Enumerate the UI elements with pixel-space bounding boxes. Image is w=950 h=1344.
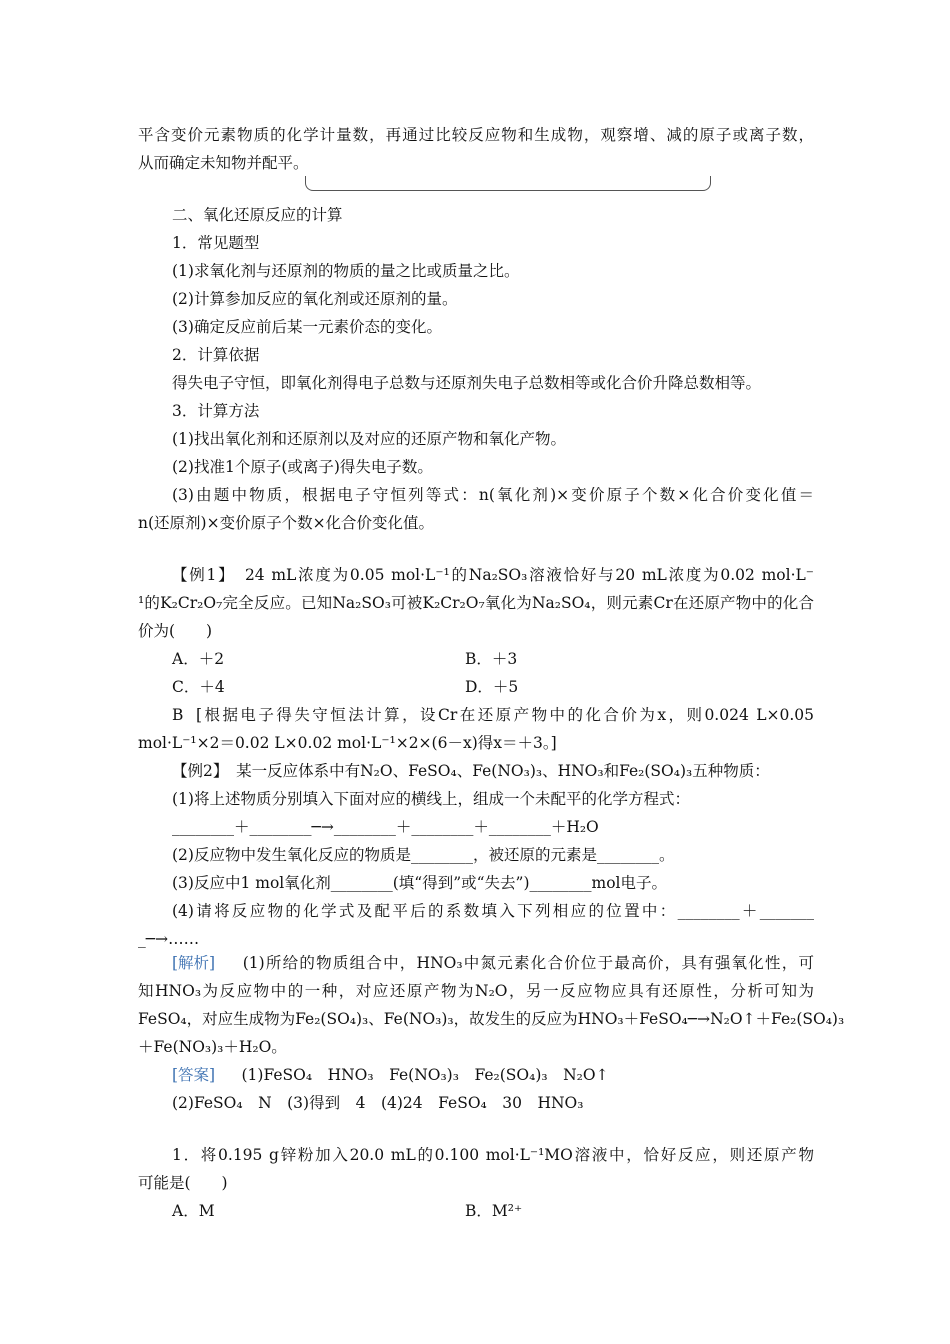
question-1-option-b: B．M²⁺ [465,1202,523,1220]
example-1-option-d: D．＋5 [465,678,519,696]
section-title: 二、氧化还原反应的计算 [172,206,343,224]
section-divider-bracket [305,176,711,191]
example-2-question-4: (4)请将反应物的化学式及配平后的系数填入下列相应的位置中：________＋_______ [172,902,814,920]
example-1-option-a: A．＋2 [172,650,225,668]
heading-method: 3．计算方法 [172,402,260,420]
heading-basis: 2．计算依据 [172,346,260,364]
example-1-line-2: ¹的K₂Cr₂O₇完全反应。已知Na₂SO₃可被K₂Cr₂O₇氧化为Na₂SO₄，则元素Cr在还原产物中的化合 [138,594,814,612]
method-item-3: (3)由题中物质，根据电子守恒列等式：n(氧化剂)×变价原子个数×化合价变化值＝ [172,486,814,504]
example-1-option-b: B．＋3 [465,650,518,668]
type-item-2: (2)计算参加反应的氧化剂或还原剂的量。 [172,290,458,308]
type-item-3: (3)确定反应前后某一元素价态的变化。 [172,318,442,336]
intro-line-1: 平含变价元素物质的化学计量数，再通过比较反应物和生成物，观察增、减的原子或离子数， [138,126,814,144]
analysis-line-1: (1)所给的物质组合中，HNO₃中氮元素化合价位于最高价，具有强氧化性，可 [226,954,814,972]
method-item-1: (1)找出氧化剂和还原剂以及对应的还原产物和氧化产物。 [172,430,566,448]
example-2-question-3: (3)反应中1 mol氧化剂________(填“得到”或“失去”)________mol电子。 [172,874,668,892]
example-1-solution-line-1: [根据电子得失守恒法计算，设Cr在还原产物中的化合价为x，则0.024 L×0.05 [196,706,814,724]
intro-line-2: 从而确定未知物并配平。 [138,154,309,172]
example-2-equation-blanks: ________＋________─→________＋________＋________＋H₂O [172,818,599,836]
example-1-solution-line-2: mol·L⁻¹×2＝0.02 L×0.02 mol·L⁻¹×2×(6－x)得x＝＋3。] [138,734,557,752]
basis-text: 得失电子守恒，即氧化剂得电子总数与还原剂失电子总数相等或化合价升降总数相等。 [172,374,762,392]
example-1-line-3: 价为( ) [138,622,213,640]
type-item-1: (1)求氧化剂与还原剂的物质的量之比或质量之比。 [172,262,520,280]
question-1-line-2: 可能是( ) [138,1174,228,1192]
method-item-2: (2)找准1个原子(或离子)得失电子数。 [172,458,433,476]
example-1-line-1: 【例1】 24 mL浓度为0.05 mol·L⁻¹的Na₂SO₃溶液恰好与20 mL浓度为0.02 mol·L⁻ [172,566,814,584]
analysis-line-4: ＋Fe(NO₃)₃＋H₂O。 [138,1038,287,1056]
question-1-line-1: 1．将0.195 g锌粉加入20.0 mL的0.100 mol·L⁻¹MO溶液中，恰好反应，则还原产物 [172,1146,814,1164]
example-1-answer-letter: B [172,706,184,724]
method-item-3-cont: n(还原剂)×变价原子个数×化合价变化值。 [138,514,435,532]
analysis-line-3: FeSO₄，对应生成物为Fe₂(SO₄)₃、Fe(NO₃)₃，故发生的反应为HNO₃＋FeSO₄─→N₂O↑＋Fe₂(SO₄)₃ [138,1010,845,1028]
heading-question-types: 1．常见题型 [172,234,260,252]
answer-line-2: (2)FeSO₄ N (3)得到 4 (4)24 FeSO₄ 30 HNO₃ [172,1094,584,1112]
answer-tag: [答案] [172,1066,216,1084]
answer-line-1: (1)FeSO₄ HNO₃ Fe(NO₃)₃ Fe₂(SO₄)₃ N₂O↑ [226,1066,609,1084]
example-2-question-4-cont: _─→…… [138,930,200,948]
question-1-option-a: A．M [172,1202,215,1220]
example-2-question-2: (2)反应物中发生氧化反应的物质是________，被还原的元素是________。 [172,846,675,864]
example-2-line-1: 【例2】 某一反应体系中有N₂O、FeSO₄、Fe(NO₃)₃、HNO₃和Fe₂(SO₄)₃五种物质： [172,762,770,780]
example-2-question-1: (1)将上述物质分别填入下面对应的横线上，组成一个未配平的化学方程式： [172,790,690,808]
analysis-tag: [解析] [172,954,216,972]
example-1-option-c: C．＋4 [172,678,225,696]
analysis-line-2: 知HNO₃为反应物中的一种，对应还原产物为N₂O，另一反应物应具有还原性，分析可知为 [138,982,814,1000]
